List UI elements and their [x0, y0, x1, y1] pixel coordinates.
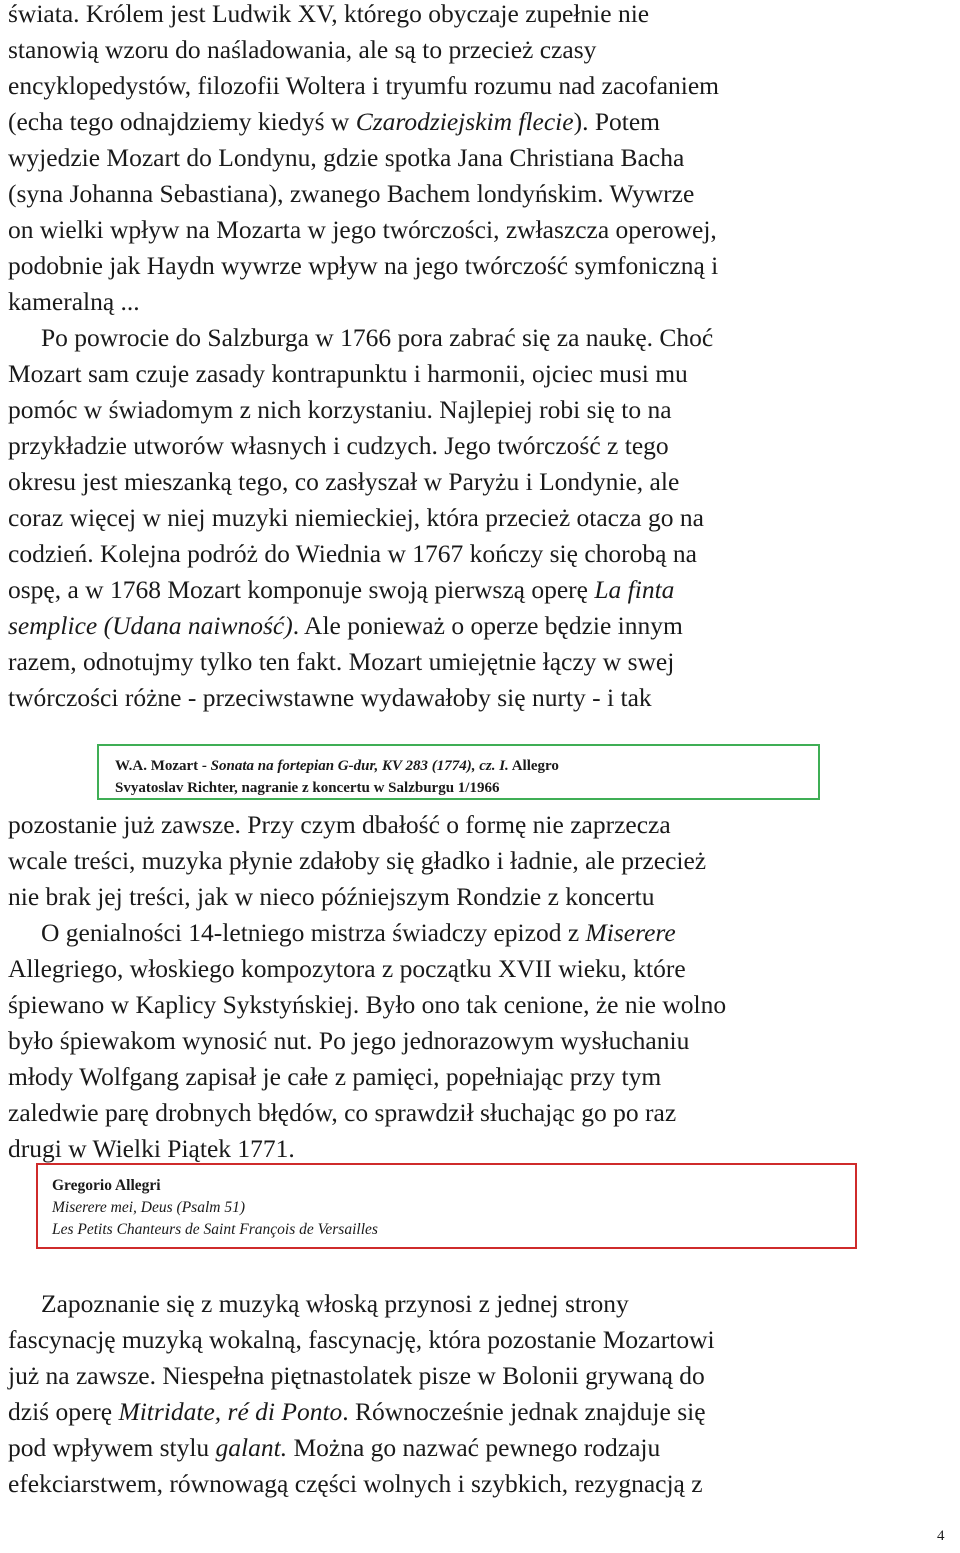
text-line — [8, 1394, 953, 1430]
text-line: pozostanie już zawsze. Przy czym dbałość o formę nie zaprzecza — [8, 810, 671, 839]
text-line: przykładzie utworów własnych i cudzych. Jego twórczość z tego — [8, 431, 669, 460]
italic-title: La finta — [594, 575, 675, 604]
text-line: podobnie jak Haydn wywrze wpływ na jego twórczość symfoniczną i — [8, 251, 719, 280]
text-line: razem, odnotujmy tylko ten fakt. Mozart umiejętnie łączy w swej — [8, 647, 675, 676]
text-run: dziś operę — [8, 1397, 119, 1426]
text-line: kameralną ... — [8, 287, 140, 316]
text-line: Po powrocie do Salzburga w 1766 pora zabrać się za naukę. Choć — [41, 323, 714, 352]
text-run: W.A. Mozart - — [115, 758, 211, 774]
text-run: . Ale ponieważ o operze będzie innym — [292, 611, 683, 640]
audio-performer: Svyatoslav Richter, nagranie z koncertu w Salzburgu 1/1966 — [115, 780, 500, 796]
italic-title: Sonata na fortepian G-dur, KV 283 (1774), cz. I. — [210, 758, 509, 774]
text-run: ). Potem — [573, 107, 661, 136]
text-run: pod wpływem stylu — [8, 1433, 216, 1462]
text-line: śpiewano w Kaplicy Sykstyńskiej. Było ono tak cenione, że nie wolno — [8, 990, 727, 1019]
text-line: codzień. Kolejna podróż do Wiednia w 1767 kończy się chorobą na — [8, 539, 697, 568]
audio-title — [115, 755, 818, 777]
text-line — [8, 1430, 953, 1466]
text-line: drugi w Wielki Piątek 1771. — [8, 1134, 295, 1163]
paragraph-section-1 — [8, 0, 953, 716]
text-line: pomóc w świadomym z nich korzystaniu. Najlepiej robi się to na — [8, 395, 672, 424]
text-line — [8, 608, 953, 644]
audio-title: Miserere mei, Deus (Psalm 51) — [52, 1199, 245, 1216]
text-run: . Równocześnie jednak znajduje się — [342, 1397, 706, 1426]
text-line — [8, 104, 953, 140]
paragraph-section-3 — [8, 1286, 953, 1502]
text-line: wcale treści, muzyka płynie zdałoby się gładko i ładnie, ale przecież — [8, 846, 707, 875]
italic-title: Czarodziejskim flecie — [355, 107, 574, 136]
text-run: ospę, a w 1768 Mozart komponuje swoją pierwszą operę — [8, 575, 595, 604]
text-line: zaledwie parę drobnych błędów, co sprawdził słuchając go po raz — [8, 1098, 677, 1127]
text-line: świata. Królem jest Ludwik XV, którego obyczaje zupełnie nie — [8, 0, 650, 28]
text-line: Mozart sam czuje zasady kontrapunktu i harmonii, ojciec musi mu — [8, 359, 688, 388]
text-line: coraz więcej w niej muzyki niemieckiej, która przecież otacza go na — [8, 503, 704, 532]
text-line: młody Wolfgang zapisał je całe z pamięci, popełniając przy tym — [8, 1062, 662, 1091]
audio-player-box-mozart-sonata[interactable] — [97, 744, 820, 800]
text-line: efekciarstwem, równowagą części wolnych i szybkich, rezygnacją z — [8, 1469, 703, 1498]
text-line: Zapoznanie się z muzyką włoską przynosi z jednej strony — [41, 1289, 629, 1318]
text-line: on wielki wpływ na Mozarta w jego twórczości, zwłaszcza operowej, — [8, 215, 717, 244]
text-line: nie brak jej treści, jak w nieco późniejszym Rondzie z koncertu — [8, 882, 655, 911]
audio-player-box-allegri-miserere[interactable] — [36, 1163, 857, 1249]
text-run: (echa tego odnajdziemy kiedyś w — [8, 107, 356, 136]
text-line — [8, 572, 953, 608]
text-line: okresu jest mieszanką tego, co zasłyszał w Paryżu i Londynie, ale — [8, 467, 680, 496]
italic-term: galant. — [215, 1433, 288, 1462]
text-line: już na zawsze. Niespełna piętnastolatek pisze w Bolonii grywaną do — [8, 1361, 705, 1390]
audio-composer: Gregorio Allegri — [52, 1177, 161, 1194]
text-line: fascynację muzyką wokalną, fascynację, która pozostanie Mozartowi — [8, 1325, 715, 1354]
italic-title: Miserere — [585, 918, 676, 947]
text-line: Allegriego, włoskiego kompozytora z początku XVII wieku, które — [8, 954, 686, 983]
text-line: encyklopedystów, filozofii Woltera i tryumfu rozumu nad zacofaniem — [8, 71, 720, 100]
text-run: Allegro — [508, 758, 559, 774]
text-line: (syna Johanna Sebastiana), zwanego Bachem londyńskim. Wywrze — [8, 179, 695, 208]
page-number: 4 — [937, 1528, 945, 1544]
text-run: O genialności 14-letniego mistrza świadczy epizod z — [41, 918, 586, 947]
text-line: twórczości różne - przeciwstawne wydawałoby się nurty - i tak — [8, 683, 652, 712]
text-line — [8, 915, 953, 951]
text-run: Można go nazwać pewnego rodzaju — [287, 1433, 661, 1462]
paragraph-section-2 — [8, 807, 953, 1167]
text-line: wyjedzie Mozart do Londynu, gdzie spotka Jana Christiana Bacha — [8, 143, 685, 172]
audio-performer: Les Petits Chanteurs de Saint François de Versailles — [52, 1221, 378, 1238]
text-line: było śpiewakom wynosić nut. Po jego jednorazowym wysłuchaniu — [8, 1026, 690, 1055]
text-line: stanowią wzoru do naśladowania, ale są to przecież czasy — [8, 35, 597, 64]
italic-title: Mitridate, ré di Ponto — [118, 1397, 343, 1426]
italic-title: semplice (Udana naiwność) — [8, 611, 293, 640]
